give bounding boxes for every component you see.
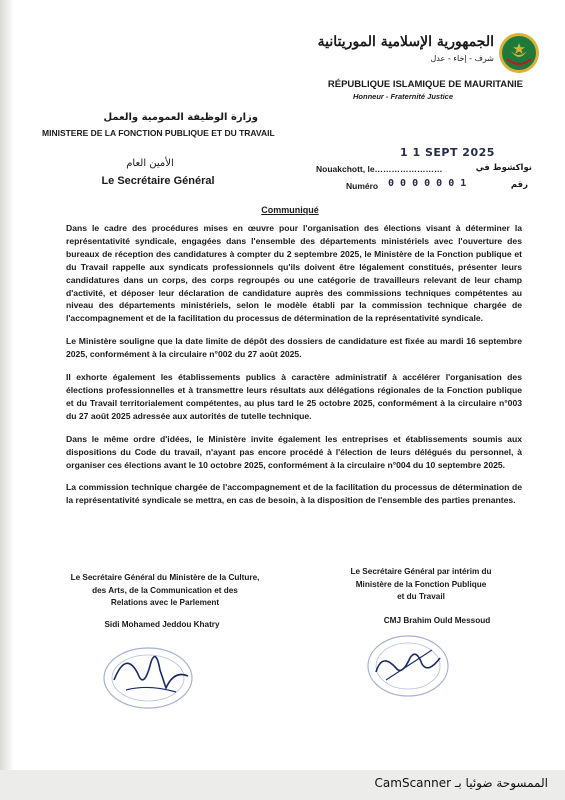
ministry-name-arabic: وزارة الوظيفة العمومية والعمل [103,112,258,123]
scanner-watermark: الممسوحة ضوئيا بـ CamScanner [374,776,548,790]
paragraph: Le Ministère souligne que la date limite de dépôt des dossiers de candidature est fixée au mardi 16 septembre 2025, conformément à la circulaire n°002 du 27 août 2025. [66,336,522,360]
left-title-line: Relations avec le Parlement [110,598,220,607]
paragraph: Dans le même ordre d'idées, le Ministère invite également les entreprises et établissements soumis aux dispositions du Code du travail, n'ayant pas encore procédé à l'élection de leurs délégués du personnel, à organiser ces élections avant le 10 octobre 2025, conformément à la circulaire n°004 du 10 septembre 2025. [66,433,522,470]
secretary-general-french: Le Secrétaire Général [101,175,215,187]
republic-name-french: RÉPUBLIQUE ISLAMIQUE DE MAURITANIE [327,79,523,90]
left-signatory-title [60,572,270,610]
paragraph: Dans le cadre des procédures mises en œuvre pour l'organisation des élections visant à déterminer la représentativité syndicale, engagées dans l'ensemble des départements ministériels avec l'ouverture des bureaux de réception des candidatures à compter du 2 septembre 2025, le Ministère de la Fonction publique et du Travail rappelle aux syndicats professionnels qu'ils doivent être légalement constitués, présenter leurs candidatures dans un corps, des corps regroupés ou une catégorie de travailleurs relevant de leur champ d'activité, et déposer leur déclaration de candidature auprès des commissions techniques compétentes au niveau des départements ministériels, selon le modèle établi par la commission technique chargée de l'accompagnement et de la facilitation du processus de détermination de la représentativité syndicale. [66,223,522,324]
secretary-general-arabic: الأمين العام [126,158,174,169]
ministry-name-french: MINISTERE DE LA FONCTION PUBLIQUE ET DU TRAVAIL [42,128,275,138]
place-label-arabic: نواكشوط في [475,163,532,173]
mauritania-seal-icon [498,32,540,74]
republic-name-arabic: الجمهورية الإسلامية الموريتانية [317,34,494,50]
page-edge-shadow [0,0,14,800]
left-title-line: des Arts, de la Communication et des [92,585,238,595]
left-title-line: Le Secrétaire Général du Ministère de la Culture, [70,573,260,582]
motto-french: Honneur - Fraternité Justice [352,92,454,101]
paragraph: La commission technique chargée de l'accompagnement et de la facilitation du processus de détermination de la représentativité syndicale se mettra, en cas de besoin, à la disposition de l'ensemble des parties prenantes. [66,482,522,506]
left-signatory-name: Sidi Mohamed Jeddou Khatry [104,620,220,629]
place-label-french: Nouakchott, le…………………… [316,164,443,174]
right-title-line: Le Secrétaire Général par intérim du [350,567,492,576]
motto-arabic: شرف - إخاء - عدل [430,54,494,63]
left-stamp-signature [96,640,206,712]
communique-body [66,222,522,517]
number-label-arabic: رقم [510,180,528,190]
paragraph: Il exhorte également les établissements publics à caractère administratif à accélérer l'organisation des élections professionnelles et à transmettre leurs résultats aux délégations régionales de la Fonction publique et du Travail territorialement compétentes, au plus tard le 25 octobre 2025, conformément à la circulaire n°003 du 27 août 2025 adressée aux autorités de tutelle technique. [66,372,522,421]
document-number: 0 0 0 0 0 0 1 [388,178,467,189]
right-stamp-signature [362,628,454,700]
right-signatory-name: CMJ Brahim Ould Messoud [383,616,491,625]
handwritten-date: 1 1 SEPT 2025 [400,146,495,159]
right-title-line: et du Travail [397,592,445,601]
right-title-line: Ministère de la Fonction Publique [355,579,487,589]
right-signatory-title [326,566,516,604]
document-title: Communiqué [261,205,319,215]
number-label-french: Numéro [346,181,379,191]
